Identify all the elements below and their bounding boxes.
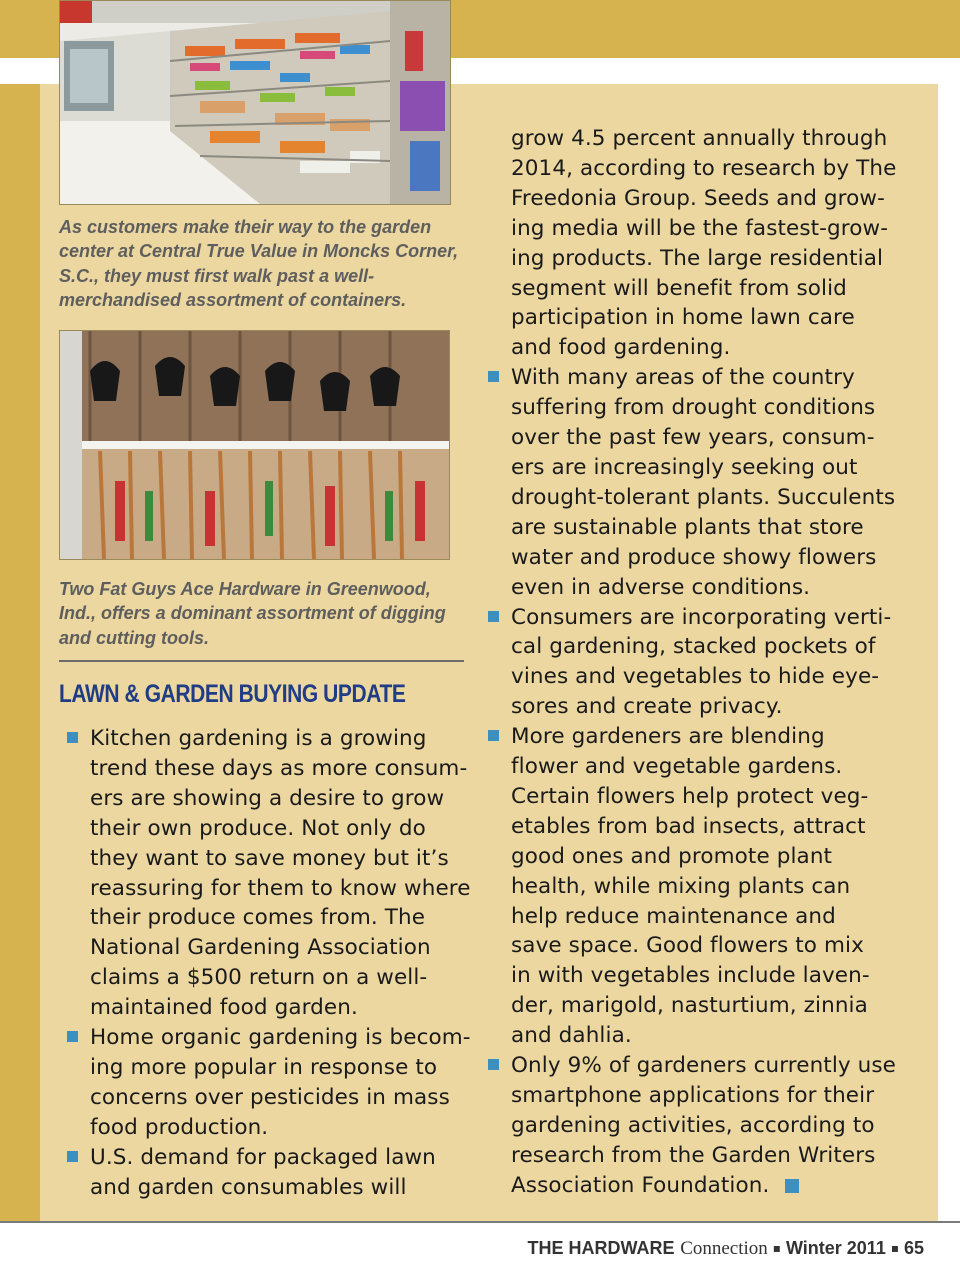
tools-wall-photo (59, 330, 450, 560)
list-item-text: Kitchen gardening is a growing trend these days as more consum- ers are showing a desire to grow their own produce. Not only do they want to save money but it’s reassuring for them to know where their produce comes from. The National Gardening Association claims a $500 return on a well- maintained food garden. (90, 726, 471, 1021)
list-item-text: Home organic gardening is becom- ing more popular in response to concerns over pesticides in mass food production. (90, 1025, 471, 1140)
square-bullet-icon (67, 1151, 78, 1162)
list-item (60, 1023, 472, 1143)
footer-connection: Connection (680, 1238, 768, 1259)
square-bullet-icon (488, 1059, 499, 1070)
footer-rule (0, 1221, 960, 1223)
page-footer (527, 1238, 924, 1260)
list-item-text: U.S. demand for packaged lawn and garden consumables will (90, 1144, 436, 1200)
footer-separator: ▪ (890, 1241, 899, 1255)
list-item-continuation (481, 124, 901, 363)
list-item (481, 603, 901, 723)
section-heading: LAWN & GARDEN BUYING UPDATE (59, 680, 406, 708)
list-item-text-content: Only 9% of gardeners currently use smartphone applications for their gardening activities, according to research from the Garden Writers Association Foundation. (511, 1053, 897, 1198)
footer-separator: ▪ (772, 1241, 781, 1255)
list-item-text: Consumers are incorporating verti- cal gardening, stacked pockets of vines and vegetables to hide eye- sores and create privacy. (511, 604, 892, 720)
end-of-article-icon (785, 1179, 799, 1193)
list-item-text: More gardeners are blending flower and vegetable gardens. Certain flowers help protect veg- etables from bad insects, attract good ones and promote plant health, while mixing plants can help reduce maintenance and save space. Good flowers to mix in with vegetables include laven- der, marigold, nasturtium, zinnia and dahlia. (511, 724, 870, 1049)
square-bullet-icon (488, 730, 499, 741)
list-item-text (511, 1051, 901, 1201)
continuation-text: grow 4.5 percent annually through 2014, according to research by The Freedonia Group. Seeds and grow- ing media will be the fastest-grow- ing products. The large residential segment will benefit from solid participation in home lawn care and food gardening. (511, 126, 897, 361)
square-bullet-icon (67, 1031, 78, 1042)
footer-brand: THE HARDWARE (527, 1238, 675, 1258)
square-bullet-icon (488, 371, 499, 382)
tools-photo-caption: Two Fat Guys Ace Hardware in Greenwood, Ind., offers a dominant assortment of digging and cutting tools. (59, 579, 446, 648)
containers-photo-caption: As customers make their way to the garden center at Central True Value in Moncks Corner, S.C., they must first walk past a well-merchandised assortment of containers. (59, 217, 459, 310)
section-divider (59, 660, 464, 662)
left-decorative-bar (0, 84, 40, 1222)
square-bullet-icon (488, 611, 499, 622)
square-bullet-icon (67, 732, 78, 743)
list-item (60, 1143, 472, 1203)
list-item (481, 1051, 901, 1201)
page-number: 65 (903, 1238, 924, 1258)
footer-issue: Winter 2011 (785, 1238, 886, 1258)
list-item (481, 722, 901, 1051)
left-column-list (60, 724, 472, 1203)
right-column-list (481, 124, 901, 1201)
list-item (481, 363, 901, 602)
list-item-text: With many areas of the country suffering from drought conditions over the past few years, consum- ers are increasingly seeking out drought-tolerant plants. Succulents are sustainable plants that store water and produce showy flowers even in adverse conditions. (511, 365, 896, 600)
containers-aisle-photo (59, 0, 451, 205)
list-item (60, 724, 472, 1023)
